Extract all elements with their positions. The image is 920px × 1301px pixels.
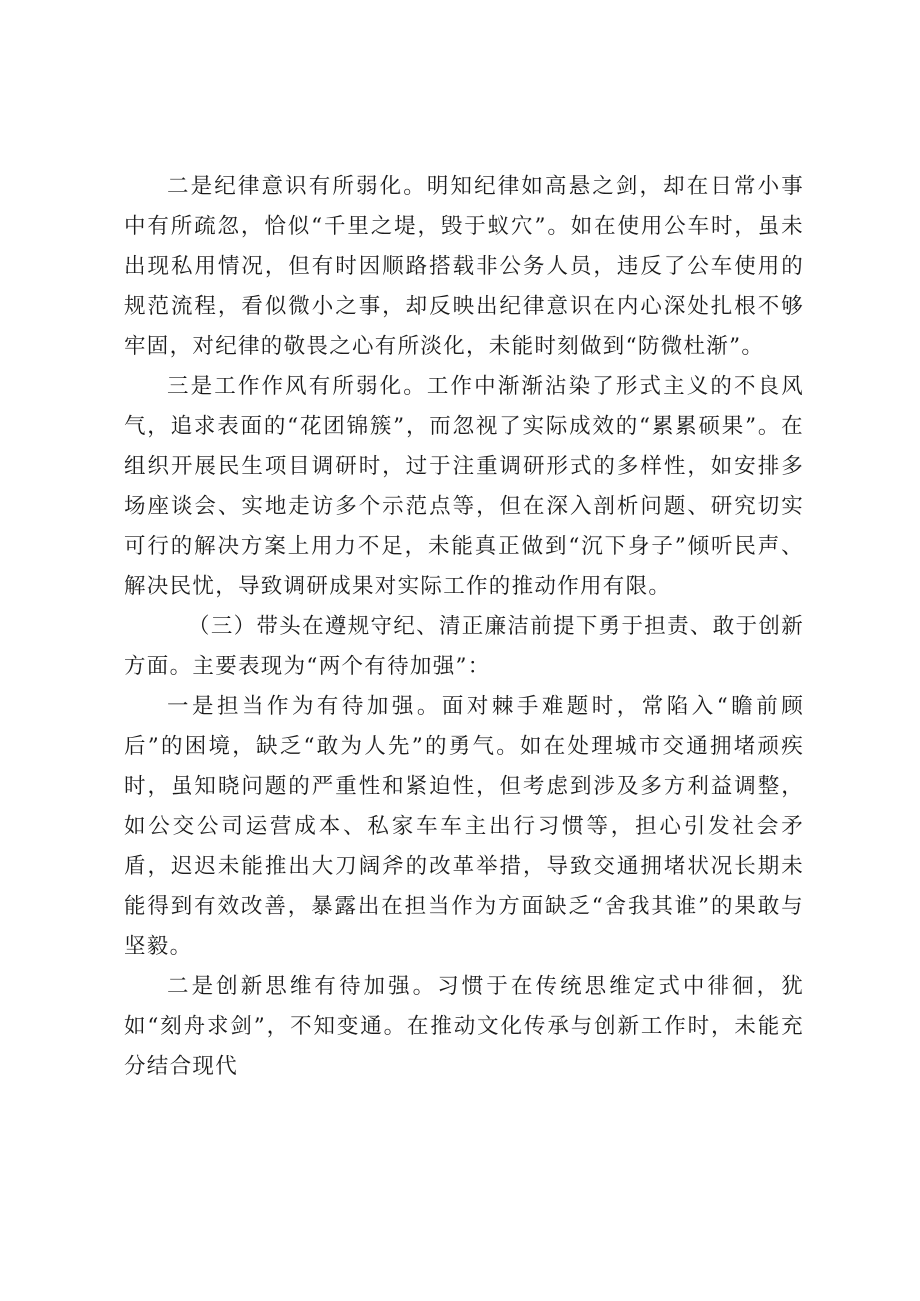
paragraph-responsibility: 一是担当作为有待加强。面对棘手难题时，常陷入“瞻前顾后”的困境，缺乏“敢为人先”的勇气。如在处理城市交通拥堵顽疾时，虽知晓问题的严重性和紧迫性，但考虑到涉及多方利益调整，如公交公司运营成本、私家车车主出行习惯等，担心引发社会矛盾，迟迟未能推出大刀阔斧的改革举措，导致交通拥堵状况长期未能得到有效改善，暴露出在担当作为方面缺乏“舍我其谁”的果敢与坚毅。 — [124, 694, 804, 959]
paragraph-work-style: 三是工作作风有所弱化。工作中渐渐沾染了形式主义的不良风气，追求表面的“花团锦簇”，而忽视了实际成效的“累累硕果”。在组织开展民生项目调研时，过于注重调研形式的多样性，如安排多场座谈会、实地走访多个示范点等，但在深入剖析问题、研究切实可行的解决方案上用力不足，未能真正做到“沉下身子”倾听民声、解决民忧，导致调研成果对实际工作的推动作用有限。 — [124, 374, 804, 599]
paragraph-discipline-awareness: 二是纪律意识有所弱化。明知纪律如高悬之剑，却在日常小事中有所疏忽，恰似“千里之堤，毁于蚁穴”。如在使用公车时，虽未出现私用情况，但有时因顺路搭载非公务人员，违反了公车使用的规范流程，看似微小之事，却反映出纪律意识在内心深处扎根不够牢固，对纪律的敬畏之心有所淡化，未能时刻做到“防微杜渐”。 — [124, 174, 804, 359]
document-body — [124, 167, 804, 1087]
section-heading-three: （三）带头在遵规守纪、清正廉洁前提下勇于担责、敢于创新方面。主要表现为“两个有待加强”： — [124, 614, 804, 679]
paragraph-innovation: 二是创新思维有待加强。习惯于在传统思维定式中徘徊，犹如“刻舟求剑”，不知变通。在推动文化传承与创新工作时，未能充分结合现代 — [124, 974, 804, 1079]
